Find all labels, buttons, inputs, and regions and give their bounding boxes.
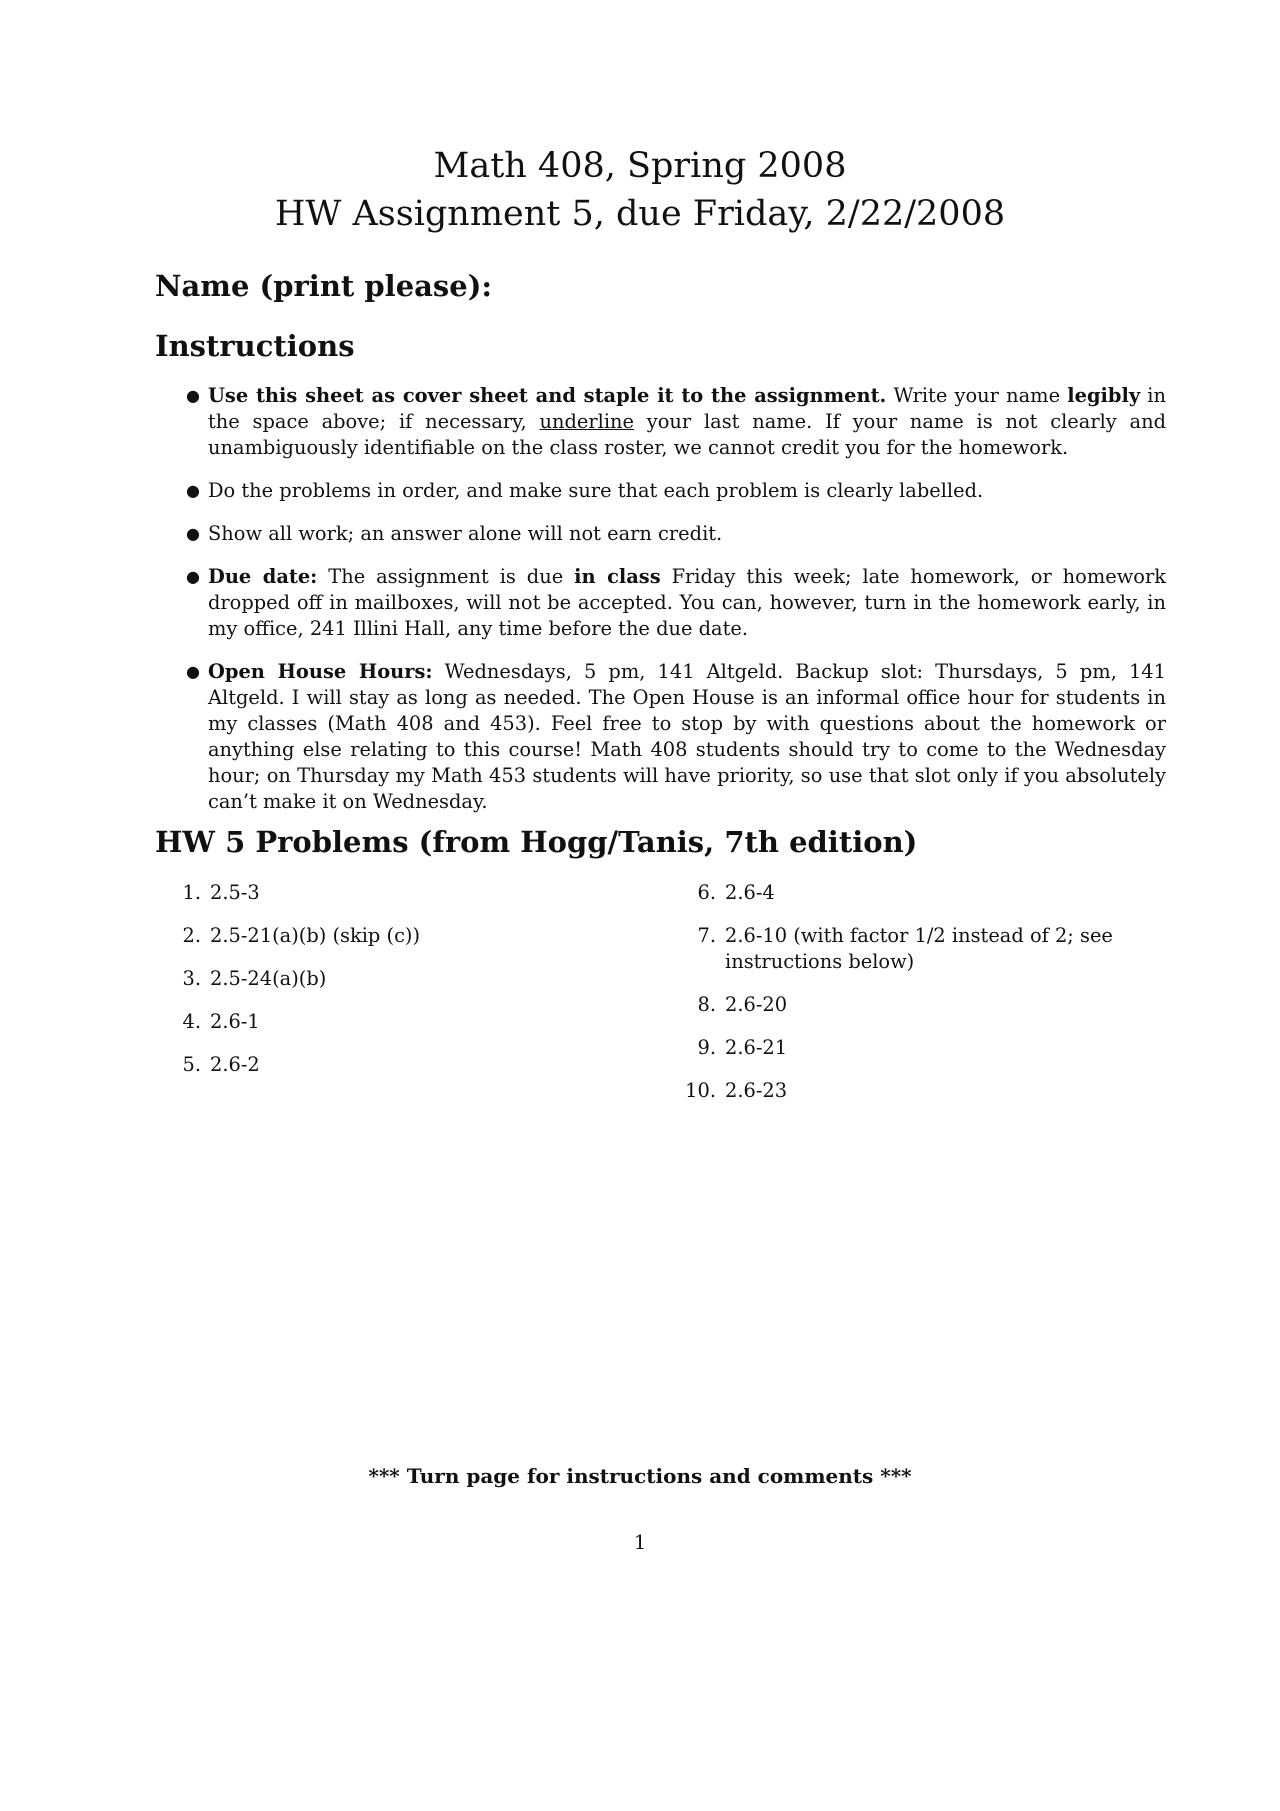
problem-text: 2.6-2 xyxy=(210,1053,260,1076)
problem-number: 10. xyxy=(685,1079,716,1102)
instruction-bold-lead: Open House Hours: xyxy=(208,660,433,683)
course-title: Math 408, Spring 2008 xyxy=(433,146,847,186)
bullet-icon: ● xyxy=(186,567,200,586)
problem-number: 6. xyxy=(697,881,716,904)
problem-text: 2.6-4 xyxy=(725,881,775,904)
name-heading: Name (print please): xyxy=(155,269,493,303)
instruction-bold-lead: Due date: xyxy=(208,565,318,588)
problem-number: 3. xyxy=(182,967,201,990)
problem-item xyxy=(670,1035,1170,1061)
title-block xyxy=(0,142,1280,238)
instruction-underlined-word: underline xyxy=(539,410,634,433)
problem-item xyxy=(670,923,1170,975)
instruction-text: in the space above; if necessary, xyxy=(208,384,1167,433)
problem-item xyxy=(155,880,625,906)
instruction-text: The assignment is due xyxy=(317,565,575,588)
instruction-bold-lead: Use this sheet as cover sheet and staple it to the assignment. xyxy=(208,384,887,407)
page-number: 1 xyxy=(633,1531,647,1554)
problem-number: 4. xyxy=(182,1010,201,1033)
instruction-text: Friday this week; late homework, or homework dropped off in mailboxes, will not be accepted. You can, however, turn in the homework early, in my office, 241 Illini Hall, any time before the due date. xyxy=(208,565,1166,640)
bullet-icon: ● xyxy=(186,386,200,405)
problem-item xyxy=(155,1009,625,1035)
problem-item xyxy=(670,992,1170,1018)
problem-number: 7. xyxy=(697,924,716,947)
problem-number: 5. xyxy=(182,1053,201,1076)
instructions-heading: Instructions xyxy=(155,329,355,363)
instruction-open-house xyxy=(186,659,1166,815)
problems-list-left xyxy=(155,880,625,1095)
instruction-due-date xyxy=(186,564,1166,642)
instruction-text: Write your name xyxy=(886,384,1068,407)
instruction-text: Do the problems in order, and make sure that each problem is clearly labelled. xyxy=(208,479,984,502)
instructions-list xyxy=(186,383,1166,832)
problem-text: 2.6-10 (with factor 1/2 instead of 2; see instructions below) xyxy=(725,924,1113,973)
turn-page-note: *** Turn page for instructions and comments *** xyxy=(368,1464,912,1488)
problem-item xyxy=(155,923,625,949)
problem-item xyxy=(670,880,1170,906)
problem-number: 2. xyxy=(182,924,201,947)
instruction-bold-word: in class xyxy=(574,565,661,588)
problem-text: 2.6-23 xyxy=(725,1079,788,1102)
problem-text: 2.6-20 xyxy=(725,993,788,1016)
problem-text: 2.6-21 xyxy=(725,1036,788,1059)
problem-item xyxy=(155,1052,625,1078)
problem-number: 9. xyxy=(697,1036,716,1059)
bullet-icon: ● xyxy=(186,662,200,681)
bullet-icon: ● xyxy=(186,524,200,543)
problem-text: 2.6-1 xyxy=(210,1010,260,1033)
problem-item xyxy=(670,1078,1170,1104)
instruction-bold-word: legibly xyxy=(1067,384,1141,407)
problem-number: 8. xyxy=(697,993,716,1016)
bullet-icon: ● xyxy=(186,481,200,500)
problem-text: 2.5-3 xyxy=(210,881,260,904)
instruction-text: Show all work; an answer alone will not earn credit. xyxy=(208,522,723,545)
assignment-title: HW Assignment 5, due Friday, 2/22/2008 xyxy=(274,194,1006,234)
instruction-text: Wednesdays, 5 pm, 141 Altgeld. Backup slot: Thursdays, 5 pm, 141 Altgeld. I will stay as long as needed. The Open House is an informal office hour for students in my classes (Math 408 and 453). Feel free to stop by with questions about the homework or anything else relating to this course! Math 408 students should try to come to the Wednesday hour; on Thursday my Math 453 students will have priority, so use that slot only if you absolutely can’t make it on Wednesday. xyxy=(208,660,1166,813)
instruction-text: your last name. If your name is not clearly and unambiguously identifiable on the class roster, we cannot credit you for the homework. xyxy=(208,410,1166,459)
problems-heading: HW 5 Problems (from Hogg/Tanis, 7th edition) xyxy=(155,825,918,859)
problem-number: 1. xyxy=(182,881,201,904)
instruction-show-work xyxy=(186,521,1166,547)
problems-list-right xyxy=(670,880,1170,1121)
problem-text: 2.5-24(a)(b) xyxy=(210,967,327,990)
problem-item xyxy=(155,966,625,992)
problem-text: 2.5-21(a)(b) (skip (c)) xyxy=(210,924,421,947)
instruction-cover-sheet xyxy=(186,383,1166,461)
instruction-order xyxy=(186,478,1166,504)
